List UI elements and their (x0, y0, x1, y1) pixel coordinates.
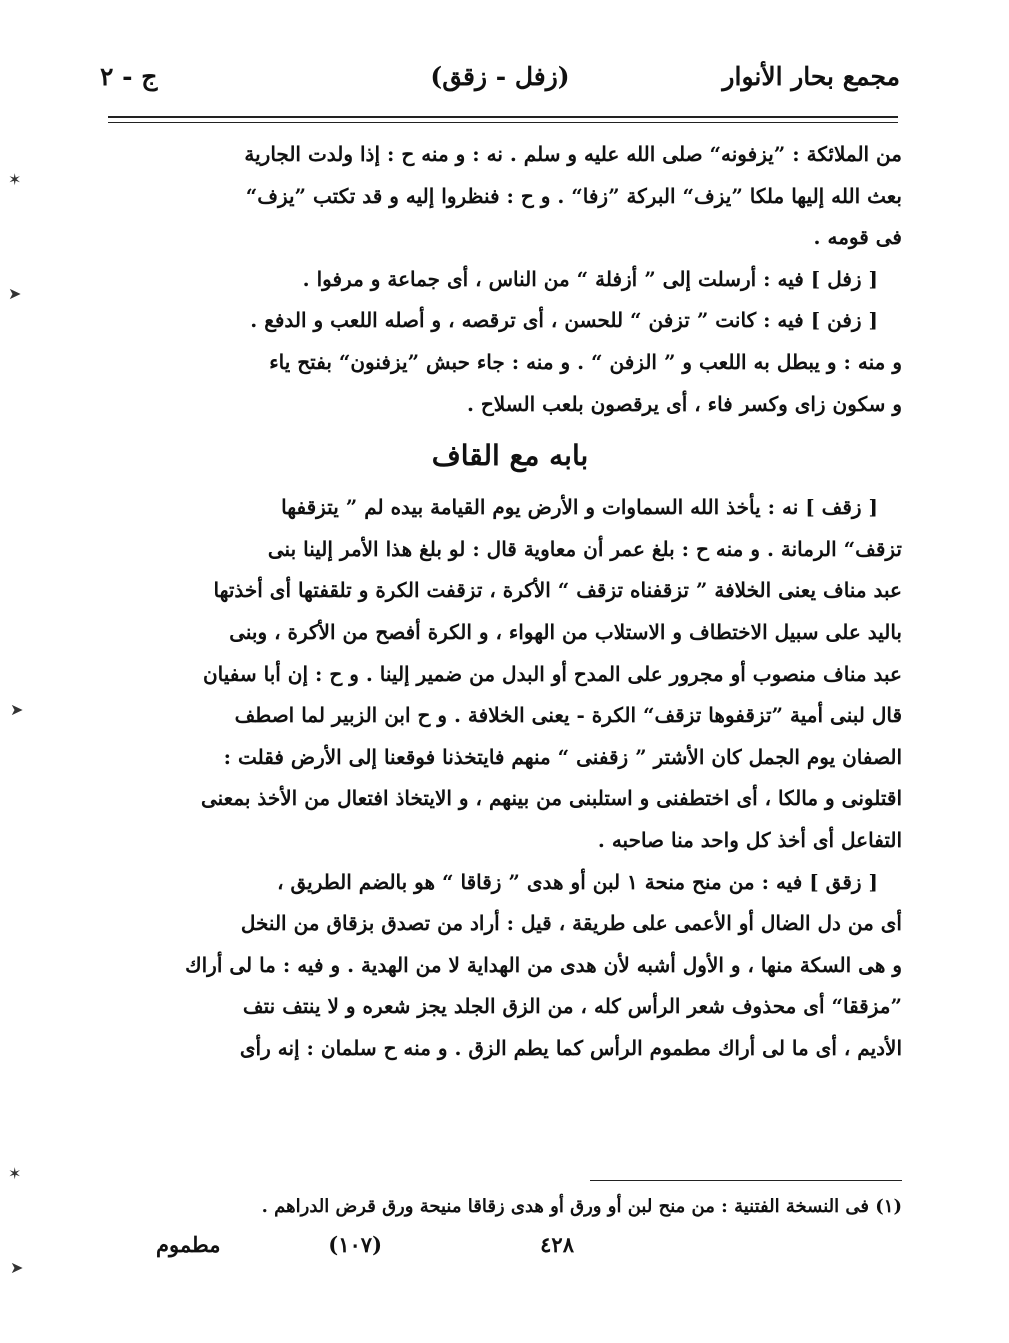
text-line: فى قومه . (813, 225, 902, 250)
entry-zaqq-line: أى من دل الضال أو الأعمى على طريقة ، قيل : أراد من تصدق بزقاق من النخل (240, 911, 902, 936)
page-number: ٤٢٨ (540, 1232, 574, 1257)
text-line: بعث الله إليها ملكا ”يزف“ البركة ”زفا“ . و ح : فنظروا إليه و قد تكتب ”يزف“ (245, 183, 902, 208)
entry-zaqf-line: باليد على سبيل الاختطاف و الاستلاب من الهواء ، و الكرة أفصح من الأكرة ، وبنى (229, 619, 902, 644)
entry-zaqq-line: الأديم ، أى ما لى أراك مطموم الرأس كما يطم الزق . و منه ح سلمان : إنه رأى (239, 1035, 902, 1060)
entry-zaqq-line: و هى السكة منها ، و الأول أشبه لأن هدى من الهداية لا من الهدية . و فيه : ما لى أراك (185, 952, 902, 977)
entry-zaqf-line: التفاعل أى أخذ كل واحد منا صاحبه . (597, 827, 902, 852)
entry-zaqf-line: قال لبنى أمية ”تزقفوها تزقف“ الكرة - يعنى الخلافة . و ح ابن الزبير لما اصطف (234, 703, 902, 728)
footnote-rule (590, 1180, 902, 1181)
margin-mark-icon: ✶ (8, 1164, 22, 1183)
sheet-number: (١٠٧) (328, 1232, 382, 1257)
margin-mark-icon: ✶ (8, 170, 22, 189)
volume-number: ج - ٢ (100, 62, 158, 91)
margin-mark-icon: ➤ (10, 700, 24, 719)
margin-mark-icon: ➤ (10, 1258, 24, 1277)
entry-zafl: [ زفل ] فيه : أرسلت إلى ” أزفلة “ من الناس ، أى جماعة و مرفوا . (302, 266, 878, 291)
footnote: (١) فى النسخة الفتنية : من منح لبن أو ورق أو هدى زقاقا منيحة ورق قرض الدراهم . (261, 1196, 902, 1217)
entry-zaqf-line: تزقف“ الرمانة . و منه ح : بلغ عمر أن معاوية قال : لو بلغ هذا الأمر إلينا بنى (267, 536, 902, 561)
page-header (100, 62, 900, 106)
entry-zafn-line: و سكون زاى وكسر فاء ، أى يرقصون بلعب السلاح . (466, 391, 902, 416)
entry-range: (زفل - زقق) (430, 62, 570, 91)
entry-zaqf-line: [ زقف ] نه : يأخذ الله السماوات و الأرض يوم القيامة بيده لم ” يتزقفها (281, 495, 878, 520)
text-line: من الملائكة : ”يزفونه“ صلى الله عليه و سلم . نه : و منه ح : إذا ولدت الجارية (244, 142, 902, 166)
catchword: مطموم (156, 1232, 221, 1257)
entry-zafn-line: [ زفن ] فيه : كانت ” تزفن “ للحسن ، أى ترقصه ، و أصله اللعب و الدفع . (250, 308, 878, 333)
header-rule-thick (108, 116, 898, 118)
entry-zafn-line: و منه : و يبطل به اللعب و ” الزفن “ . و منه : جاء حبش ”يزفنون“ بفتح ياء (269, 349, 902, 374)
entry-zaqq-line: [ زقق ] فيه : من منح منحة ١ لبن أو هدى ” زقاقا “ هو بالضم الطريق ، (277, 869, 878, 894)
main-text (118, 134, 902, 1069)
margin-mark-icon: ➤ (8, 284, 22, 303)
entry-zaqq-line: ”مزققا“ أى محذوف شعر الرأس كله ، من الزق الجلد يجز شعره و لا ينتف نتف (242, 994, 902, 1019)
entry-zaqf-line: اقتلونى و مالكا ، أى اختطفنى و استلبنى من بينهم ، و الايتخاذ افتعال من الأخذ بمعنى (200, 786, 902, 811)
header-rule-thin (108, 122, 898, 123)
section-title: بابه مع القاف (431, 439, 589, 473)
book-title: مجمع بحار الأنوار (722, 62, 900, 91)
entry-zaqf-line: عبد مناف منصوب أو مجرور على المدح أو البدل من ضمير إلينا . و ح : إن أبا سفيان (202, 661, 902, 686)
page-footer (150, 1232, 902, 1272)
entry-zaqf-line: الصفان يوم الجمل كان الأشتر ” زقفنى “ منهم فايتخذنا فوقعنا إلى الأرض فقلت : (223, 744, 902, 769)
entry-zaqf-line: عبد مناف يعنى الخلافة ” تزقفناه تزقف “ الأكرة ، تزقفت الكرة و تلقفتها أى أخذتها (213, 578, 902, 603)
